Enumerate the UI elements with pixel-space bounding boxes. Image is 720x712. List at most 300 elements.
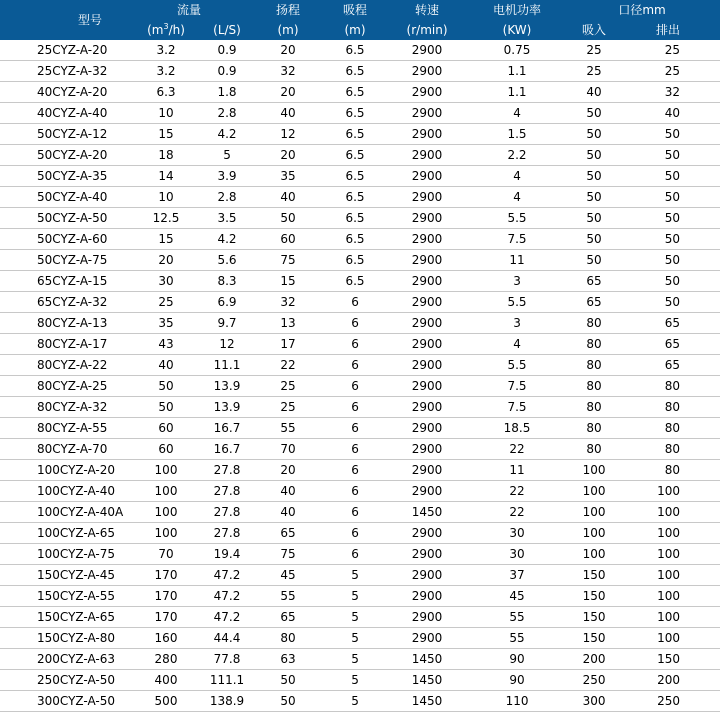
cell-outlet: 80 [624,397,720,418]
cell-head: 80 [250,628,326,649]
cell-model: 100CYZ-A-40 [0,481,128,502]
cell-head: 25 [250,376,326,397]
cell-flow-m3h: 170 [128,565,204,586]
cell-outlet: 80 [624,418,720,439]
cell-model: 65CYZ-A-32 [0,292,128,313]
cell-speed: 2900 [384,145,470,166]
table-row [0,586,720,607]
cell-flow-ls: 16.7 [204,439,250,460]
cell-power: 2.2 [470,145,564,166]
cell-flow-m3h: 170 [128,607,204,628]
cell-head: 60 [250,229,326,250]
table-row [0,439,720,460]
cell-flow-m3h: 10 [128,103,204,124]
table-row [0,124,720,145]
cell-outlet: 65 [624,313,720,334]
cell-model: 40CYZ-A-40 [0,103,128,124]
table-row [0,334,720,355]
cell-outlet: 50 [624,271,720,292]
cell-power: 4 [470,187,564,208]
table-row [0,670,720,691]
cell-outlet: 100 [624,586,720,607]
cell-flow-ls: 138.9 [204,691,250,712]
cell-flow-ls: 0.9 [204,61,250,82]
cell-inlet: 100 [564,460,624,481]
cell-flow-m3h: 14 [128,166,204,187]
cell-outlet: 50 [624,229,720,250]
cell-suction: 6 [326,481,384,502]
cell-power: 4 [470,103,564,124]
cell-inlet: 80 [564,376,624,397]
cell-power: 7.5 [470,376,564,397]
col-diameter: 口径mm [564,0,720,20]
cell-speed: 1450 [384,691,470,712]
cell-power: 55 [470,628,564,649]
cell-suction: 6 [326,313,384,334]
cell-power: 5.5 [470,355,564,376]
table-row [0,208,720,229]
cell-power: 7.5 [470,397,564,418]
cell-inlet: 100 [564,481,624,502]
table-row [0,544,720,565]
table-row [0,103,720,124]
cell-inlet: 50 [564,166,624,187]
cell-model: 65CYZ-A-15 [0,271,128,292]
cell-inlet: 100 [564,523,624,544]
cell-outlet: 50 [624,187,720,208]
cell-power: 30 [470,544,564,565]
cell-power: 3 [470,271,564,292]
cell-model: 100CYZ-A-20 [0,460,128,481]
cell-flow-m3h: 15 [128,124,204,145]
cell-inlet: 80 [564,397,624,418]
cell-head: 25 [250,397,326,418]
cell-outlet: 250 [624,691,720,712]
cell-suction: 5 [326,649,384,670]
cell-outlet: 65 [624,355,720,376]
cell-model: 100CYZ-A-40A [0,502,128,523]
table-row [0,397,720,418]
cell-head: 55 [250,418,326,439]
cell-speed: 2900 [384,166,470,187]
col-suction: 吸程 [326,0,384,20]
cell-flow-m3h: 25 [128,292,204,313]
cell-flow-ls: 27.8 [204,460,250,481]
cell-outlet: 100 [624,565,720,586]
cell-speed: 2900 [384,208,470,229]
cell-inlet: 150 [564,565,624,586]
cell-speed: 2900 [384,40,470,61]
table-row [0,523,720,544]
cell-flow-ls: 5 [204,145,250,166]
table-row [0,481,720,502]
cell-power: 18.5 [470,418,564,439]
table-row [0,166,720,187]
cell-flow-ls: 5.6 [204,250,250,271]
cell-outlet: 200 [624,670,720,691]
cell-head: 32 [250,61,326,82]
cell-flow-m3h: 100 [128,460,204,481]
cell-head: 20 [250,40,326,61]
cell-outlet: 65 [624,334,720,355]
table-row [0,565,720,586]
cell-power: 7.5 [470,229,564,250]
table-row [0,61,720,82]
cell-speed: 2900 [384,376,470,397]
cell-flow-m3h: 160 [128,628,204,649]
cell-flow-ls: 3.9 [204,166,250,187]
cell-flow-m3h: 3.2 [128,61,204,82]
cell-model: 50CYZ-A-75 [0,250,128,271]
cell-speed: 2900 [384,544,470,565]
unit-power: (KW) [470,20,564,40]
cell-inlet: 50 [564,229,624,250]
cell-model: 300CYZ-A-50 [0,691,128,712]
cell-power: 5.5 [470,208,564,229]
cell-suction: 6 [326,439,384,460]
cell-flow-ls: 2.8 [204,103,250,124]
cell-power: 3 [470,313,564,334]
cell-inlet: 300 [564,691,624,712]
table-row [0,502,720,523]
cell-inlet: 100 [564,502,624,523]
cell-suction: 6.5 [326,250,384,271]
cell-power: 0.75 [470,40,564,61]
cell-outlet: 100 [624,502,720,523]
table-row [0,460,720,481]
cell-speed: 2900 [384,418,470,439]
cell-flow-m3h: 280 [128,649,204,670]
cell-flow-m3h: 100 [128,523,204,544]
cell-power: 45 [470,586,564,607]
cell-head: 20 [250,460,326,481]
table-row [0,607,720,628]
cell-power: 4 [470,166,564,187]
unit-suction: (m) [326,20,384,40]
cell-outlet: 150 [624,649,720,670]
cell-power: 90 [470,670,564,691]
cell-flow-ls: 4.2 [204,124,250,145]
cell-power: 22 [470,502,564,523]
cell-speed: 2900 [384,82,470,103]
cell-power: 5.5 [470,292,564,313]
cell-inlet: 65 [564,292,624,313]
cell-suction: 5 [326,565,384,586]
cell-model: 50CYZ-A-40 [0,187,128,208]
table-row [0,355,720,376]
cell-flow-ls: 3.5 [204,208,250,229]
cell-speed: 2900 [384,523,470,544]
cell-suction: 6.5 [326,229,384,250]
cell-flow-ls: 47.2 [204,565,250,586]
cell-flow-m3h: 10 [128,187,204,208]
unit-flow-m3h [128,20,204,40]
cell-speed: 2900 [384,565,470,586]
table-row [0,313,720,334]
cell-inlet: 50 [564,208,624,229]
cell-outlet: 50 [624,208,720,229]
cell-speed: 2900 [384,271,470,292]
cell-head: 65 [250,607,326,628]
cell-model: 250CYZ-A-50 [0,670,128,691]
table-body [0,40,720,712]
cell-suction: 6 [326,418,384,439]
cell-flow-ls: 111.1 [204,670,250,691]
cell-speed: 2900 [384,460,470,481]
cell-flow-ls: 0.9 [204,40,250,61]
cell-outlet: 50 [624,124,720,145]
cell-model: 80CYZ-A-32 [0,397,128,418]
cell-flow-ls: 47.2 [204,586,250,607]
cell-speed: 2900 [384,103,470,124]
cell-inlet: 80 [564,418,624,439]
cell-model: 50CYZ-A-50 [0,208,128,229]
cell-flow-m3h: 18 [128,145,204,166]
unit-flow-ls: (L/S) [204,20,250,40]
cell-inlet: 80 [564,334,624,355]
cell-flow-ls: 77.8 [204,649,250,670]
table-row [0,82,720,103]
table-row [0,628,720,649]
cell-head: 45 [250,565,326,586]
cell-flow-m3h: 170 [128,586,204,607]
cell-inlet: 150 [564,607,624,628]
cell-flow-ls: 2.8 [204,187,250,208]
table-row [0,292,720,313]
cell-head: 32 [250,292,326,313]
col-model: 型号 [0,0,128,40]
cell-head: 40 [250,481,326,502]
cell-flow-ls: 6.9 [204,292,250,313]
cell-model: 80CYZ-A-17 [0,334,128,355]
cell-suction: 6.5 [326,82,384,103]
cell-head: 75 [250,250,326,271]
cell-flow-m3h: 3.2 [128,40,204,61]
cell-model: 80CYZ-A-25 [0,376,128,397]
cell-head: 20 [250,82,326,103]
cell-flow-m3h: 43 [128,334,204,355]
cell-head: 15 [250,271,326,292]
cell-head: 12 [250,124,326,145]
cell-flow-ls: 19.4 [204,544,250,565]
table-row [0,649,720,670]
cell-outlet: 50 [624,292,720,313]
cell-model: 100CYZ-A-75 [0,544,128,565]
table-row [0,145,720,166]
table-row [0,229,720,250]
cell-flow-ls: 8.3 [204,271,250,292]
cell-speed: 1450 [384,649,470,670]
cell-model: 50CYZ-A-20 [0,145,128,166]
cell-flow-ls: 27.8 [204,523,250,544]
cell-speed: 1450 [384,670,470,691]
cell-speed: 2900 [384,586,470,607]
cell-speed: 1450 [384,502,470,523]
cell-inlet: 150 [564,628,624,649]
cell-suction: 5 [326,628,384,649]
cell-flow-m3h: 70 [128,544,204,565]
cell-speed: 2900 [384,439,470,460]
cell-head: 50 [250,670,326,691]
cell-flow-m3h: 6.3 [128,82,204,103]
cell-inlet: 50 [564,124,624,145]
cell-power: 90 [470,649,564,670]
cell-flow-ls: 44.4 [204,628,250,649]
cell-flow-ls: 13.9 [204,376,250,397]
cell-model: 80CYZ-A-22 [0,355,128,376]
table-row [0,418,720,439]
cell-model: 25CYZ-A-20 [0,40,128,61]
cell-outlet: 100 [624,628,720,649]
cell-outlet: 50 [624,250,720,271]
table-row [0,271,720,292]
cell-speed: 2900 [384,124,470,145]
cell-speed: 2900 [384,334,470,355]
cell-suction: 6.5 [326,208,384,229]
cell-inlet: 50 [564,187,624,208]
cell-head: 17 [250,334,326,355]
cell-suction: 5 [326,691,384,712]
cell-flow-m3h: 40 [128,355,204,376]
cell-flow-ls: 12 [204,334,250,355]
cell-outlet: 40 [624,103,720,124]
cell-flow-m3h: 400 [128,670,204,691]
cell-speed: 2900 [384,229,470,250]
cell-speed: 2900 [384,355,470,376]
cell-flow-ls: 13.9 [204,397,250,418]
cell-suction: 5 [326,670,384,691]
cell-inlet: 25 [564,61,624,82]
cell-power: 55 [470,607,564,628]
cell-suction: 5 [326,586,384,607]
cell-model: 40CYZ-A-20 [0,82,128,103]
cell-suction: 6 [326,502,384,523]
cell-flow-ls: 47.2 [204,607,250,628]
cell-head: 35 [250,166,326,187]
cell-suction: 6 [326,544,384,565]
cell-flow-m3h: 50 [128,397,204,418]
table-row [0,691,720,712]
cell-suction: 6.5 [326,61,384,82]
cell-outlet: 50 [624,145,720,166]
cell-outlet: 25 [624,61,720,82]
cell-power: 30 [470,523,564,544]
unit-outlet: 排出 [624,20,720,40]
cell-model: 100CYZ-A-65 [0,523,128,544]
cell-power: 1.1 [470,61,564,82]
cell-head: 13 [250,313,326,334]
cell-power: 1.5 [470,124,564,145]
cell-power: 4 [470,334,564,355]
cell-inlet: 80 [564,439,624,460]
cell-model: 200CYZ-A-63 [0,649,128,670]
cell-power: 37 [470,565,564,586]
cell-suction: 6 [326,460,384,481]
cell-inlet: 50 [564,103,624,124]
cell-outlet: 25 [624,40,720,61]
cell-head: 50 [250,691,326,712]
cell-power: 22 [470,439,564,460]
unit-speed: (r/min) [384,20,470,40]
cell-flow-m3h: 35 [128,313,204,334]
cell-suction: 6.5 [326,145,384,166]
cell-head: 63 [250,649,326,670]
cell-flow-ls: 16.7 [204,418,250,439]
cell-suction: 6.5 [326,40,384,61]
cell-suction: 6.5 [326,103,384,124]
table-row [0,376,720,397]
unit-flow-m3h-post: /h) [168,23,185,37]
cell-outlet: 50 [624,166,720,187]
cell-inlet: 50 [564,250,624,271]
cell-head: 70 [250,439,326,460]
cell-flow-m3h: 20 [128,250,204,271]
cell-model: 150CYZ-A-55 [0,586,128,607]
unit-flow-m3h-pre: (m [147,23,164,37]
cell-suction: 6 [326,292,384,313]
cell-inlet: 80 [564,313,624,334]
cell-suction: 5 [326,607,384,628]
cell-flow-m3h: 15 [128,229,204,250]
cell-outlet: 80 [624,460,720,481]
cell-speed: 2900 [384,187,470,208]
cell-inlet: 80 [564,355,624,376]
cell-flow-m3h: 60 [128,439,204,460]
cell-head: 40 [250,502,326,523]
cell-inlet: 250 [564,670,624,691]
cell-head: 40 [250,187,326,208]
cell-flow-ls: 9.7 [204,313,250,334]
cell-inlet: 65 [564,271,624,292]
cell-speed: 2900 [384,607,470,628]
cell-outlet: 100 [624,481,720,502]
cell-flow-ls: 4.2 [204,229,250,250]
cell-inlet: 40 [564,82,624,103]
cell-head: 40 [250,103,326,124]
cell-flow-ls: 11.1 [204,355,250,376]
header-row-1 [0,0,720,20]
cell-power: 11 [470,460,564,481]
cell-suction: 6 [326,355,384,376]
cell-speed: 2900 [384,397,470,418]
cell-flow-ls: 27.8 [204,481,250,502]
cell-flow-ls: 1.8 [204,82,250,103]
table-row [0,250,720,271]
cell-suction: 6.5 [326,166,384,187]
col-power: 电机功率 [470,0,564,20]
cell-suction: 6.5 [326,187,384,208]
cell-speed: 2900 [384,250,470,271]
cell-head: 65 [250,523,326,544]
cell-model: 80CYZ-A-55 [0,418,128,439]
cell-inlet: 200 [564,649,624,670]
cell-flow-ls: 27.8 [204,502,250,523]
cell-speed: 2900 [384,61,470,82]
cell-head: 20 [250,145,326,166]
cell-model: 80CYZ-A-70 [0,439,128,460]
cell-flow-m3h: 100 [128,481,204,502]
cell-flow-m3h: 50 [128,376,204,397]
cell-outlet: 32 [624,82,720,103]
cell-suction: 6 [326,397,384,418]
cell-outlet: 100 [624,544,720,565]
cell-model: 150CYZ-A-45 [0,565,128,586]
cell-outlet: 80 [624,376,720,397]
cell-inlet: 100 [564,544,624,565]
cell-model: 50CYZ-A-35 [0,166,128,187]
cell-model: 150CYZ-A-80 [0,628,128,649]
cell-suction: 6.5 [326,124,384,145]
